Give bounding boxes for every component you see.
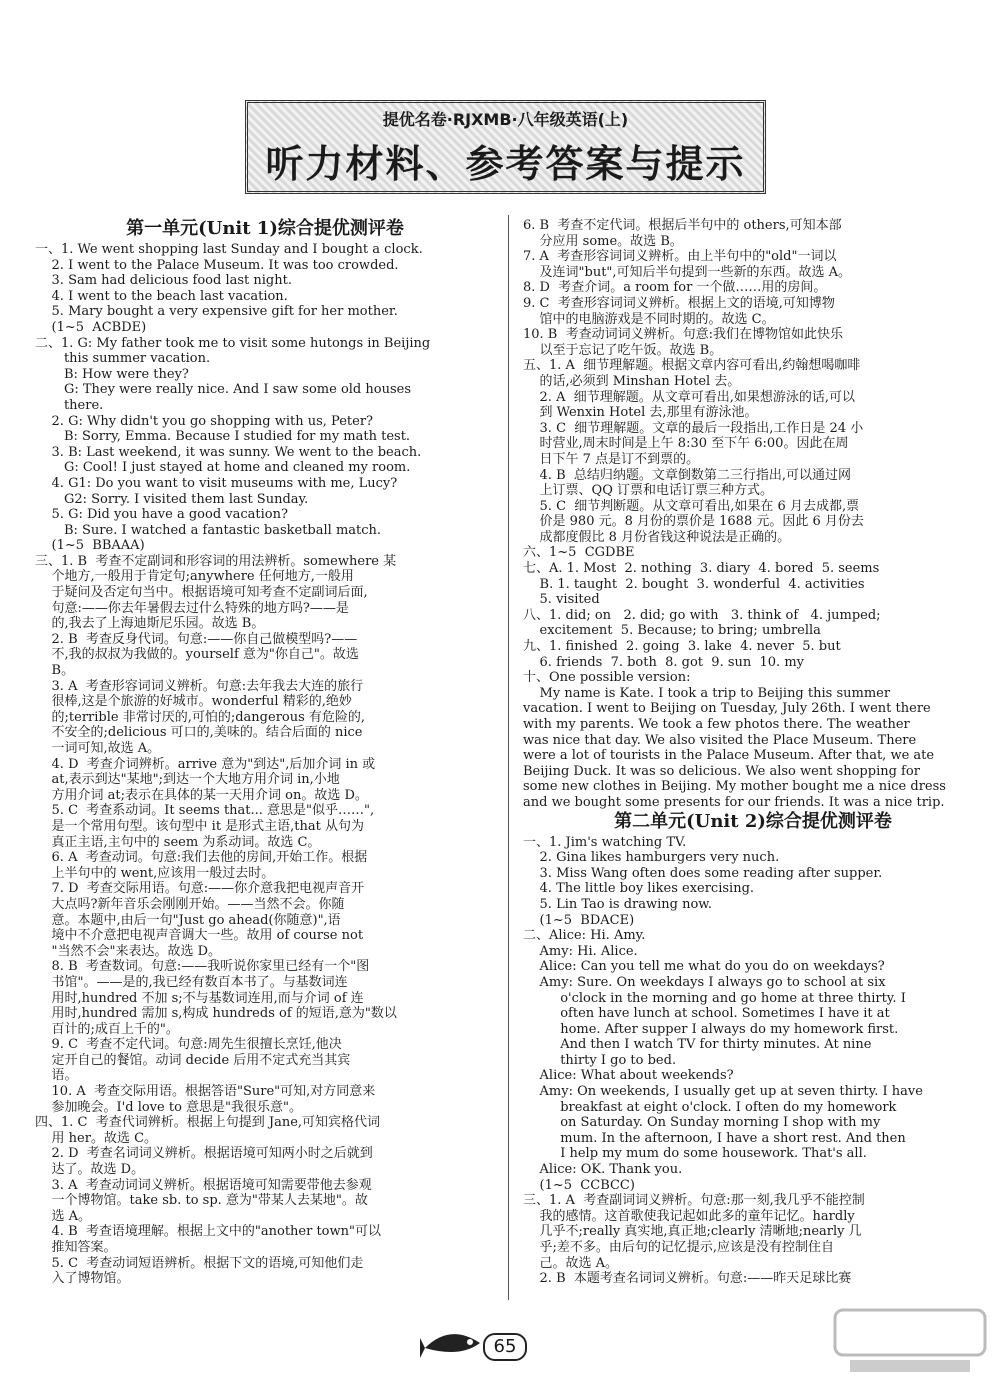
text-line: 2. G: Why didn't you go shopping with us, Peter? — [35, 413, 374, 429]
text-line: G: Cool! I just stayed at home and cleaned my room. — [35, 460, 411, 476]
text-line: on Saturday. On Sunday morning I shop with my — [523, 1115, 881, 1131]
text-line: 8. B 考查数词。句意:——我听说你家里已经有一个"图 — [35, 959, 370, 975]
text-line: 用时,hundred 需加 s,构成 hundreds of 的短语,意为"数以 — [35, 1006, 397, 1022]
text-line: often have lunch at school. Sometimes I have it at — [523, 1006, 890, 1022]
text-line: some new clothes in Beijing. My mother bought me a nice dress — [523, 779, 946, 795]
header-subtitle: 提优名卷·RJXMB·八年级英语(上) — [382, 110, 629, 129]
text-line: 5. C 考查系动词。It seems that... 意思是"似乎……", — [35, 803, 375, 819]
left-column — [35, 218, 495, 1287]
text-line: 分应用 some。故选 B。 — [523, 233, 683, 249]
text-line: 达了。故选 D。 — [35, 1162, 145, 1178]
text-line: 十、One possible version: — [523, 670, 691, 686]
text-line: 6. B 考查不定代词。根据后半句中的 others,可知本部 — [523, 218, 842, 233]
text-line: 成都度假比 8 月份省钱这种说法是正确的。 — [523, 529, 791, 545]
header-title: 听力材料、参考答案与提示 — [265, 142, 746, 186]
text-line: 3. A 考查动词词义辨析。根据语境可知需要带他去参观 — [35, 1177, 372, 1193]
text-line: 句意:——你去年暑假去过什么特殊的地方吗?——是 — [35, 600, 349, 616]
page-number: 65 — [483, 1333, 527, 1361]
text-line: 一、1. We went shopping last Sunday and I bought a clock. — [35, 242, 423, 257]
text-line: 4. B 总结归纳题。文章倒数第二三行指出,可以通过网 — [523, 467, 852, 483]
text-line: (1~5 ACBDE) — [35, 319, 147, 335]
text-line: 乎;差不多。由后句的记忆提示,应该是没有控制住自 — [523, 1240, 835, 1255]
text-line: there. — [35, 397, 104, 413]
text-line: B。 — [35, 663, 75, 679]
text-line: 5. G: Did you have a good vacation? — [35, 507, 288, 523]
text-line: breakfast at eight o'clock. I often do my homework — [523, 1099, 897, 1115]
text-line: 3. Sam had delicious food last night. — [35, 273, 292, 289]
text-line: 是一个常用句型。该句型中 it 是形式主语,that 从句为 — [35, 818, 365, 834]
text-line: 四、1. C 考查代词辨析。根据上句提到 Jane,可知宾格代词 — [35, 1115, 381, 1131]
text-line: 6. friends 7. both 8. got 9. sun 10. my — [523, 654, 804, 670]
text-line: 的,我去了上海迪斯尼乐园。故选 B。 — [35, 616, 265, 632]
text-line: 方用介词 at;表示在具体的某一天用介词 on。故选 D。 — [35, 787, 368, 803]
text-line: And then I watch TV for thirty minutes. At nine — [523, 1037, 872, 1053]
text-line: 的;terrible 非常讨厌的,可怕的;dangerous 有危险的, — [35, 709, 366, 725]
text-line: 2. A 细节理解题。从文章可看出,如果想游泳的话,可以 — [523, 389, 855, 405]
text-line: "当然不会"来表达。故选 D。 — [35, 943, 222, 959]
text-line: 2. Gina likes hamburgers very nuch. — [523, 850, 780, 866]
text-line: 九、1. finished 2. going 3. lake 4. never 5. but — [523, 639, 841, 655]
text-line: Amy: Sure. On weekdays I always go to school at six — [523, 974, 886, 990]
text-line: Amy: On weekends, I usually get up at seven thirty. I have — [523, 1084, 923, 1100]
text-line: o'clock in the morning and go home at three thirty. I — [523, 990, 906, 1006]
text-line: 9. C 考查不定代词。句意:周先生很擅长烹饪,他决 — [35, 1037, 342, 1053]
text-line: 4. The little boy likes exercising. — [523, 881, 755, 897]
text-line: 我的感情。这首歌使我记起如此多的童年记忆。hardly — [523, 1208, 855, 1224]
text-line: 上订票、QQ 订票和电话订票三种方式。 — [523, 483, 773, 499]
text-line: 4. D 考查介词辨析。arrive 意为"到达",后加介词 in 或 — [35, 756, 376, 772]
watermark-logo — [830, 1300, 990, 1380]
text-line: 2. B 本题考查名词词义辨析。句意:——昨天足球比赛 — [523, 1271, 852, 1287]
column-divider — [508, 215, 509, 1300]
text-line: 己。故选 A。 — [523, 1255, 619, 1271]
right-column — [523, 218, 983, 1287]
text-line: 五、1. A 细节理解题。根据文章内容可看出,约翰想喝咖啡 — [523, 358, 861, 374]
text-line: 用时,hundred 不加 s;不与基数词连用,而与介词 of 连 — [35, 990, 364, 1006]
text-line: 定开自己的餐馆。动词 decide 后用不定式充当其宾 — [35, 1052, 351, 1068]
text-line: 3. C 细节理解题。文章的最后一段指出,工作日是 24 小 — [523, 420, 864, 436]
text-line: 七、A. 1. Most 2. nothing 3. diary 4. bored 5. seems — [523, 561, 880, 577]
text-line: 2. D 考查名词词义辨析。根据语境可知两小时之后就到 — [35, 1146, 373, 1162]
text-line: 2. B 考查反身代词。句意:——你自己做模型吗?—— — [35, 631, 358, 647]
text-line: 时营业,周末时间是上午 8:30 至下午 6:00。因此在周 — [523, 436, 849, 452]
text-line: 日下午 7 点是订不到票的。 — [523, 451, 700, 467]
text-line: 8. D 考查介词。a room for 一个做……用的房间。 — [523, 280, 827, 296]
text-line: 个地方,一般用于肯定句;anywhere 任何地方,一般用 — [35, 569, 354, 585]
text-line: 八、1. did; on 2. did; go with 3. think of 4. jumped; — [523, 607, 881, 623]
text-line: B: How were they? — [35, 366, 189, 382]
text-line: this summer vacation. — [35, 351, 211, 367]
text-line: 7. D 考查交际用语。句意:——你介意我把电视声音开 — [35, 881, 365, 897]
text-line: 选 A。 — [35, 1208, 92, 1224]
text-line: 三、1. B 考查不定副词和形容词的用法辨析。somewhere 某 — [35, 553, 397, 569]
text-line: 百计的;成百上千的"。 — [35, 1021, 179, 1037]
text-line: 5. Lin Tao is drawing now. — [523, 896, 713, 912]
text-line: 10. B 考查动词词义辨析。句意:我们在博物馆如此快乐 — [523, 327, 844, 343]
text-line: 大点吗?新年音乐会刚刚开始。——当然不会。你随 — [35, 896, 345, 912]
text-line: Alice: Can you tell me what do you do on weekdays? — [523, 959, 885, 975]
text-line: 推知答案。 — [35, 1240, 117, 1255]
text-line: Amy: Hi. Alice. — [523, 943, 638, 959]
text-line: 7. A 考查形容词词义辨析。由上半句中的"old"一词以 — [523, 249, 837, 265]
text-line: 一、1. Jim's watching TV. — [523, 834, 687, 850]
text-line: (1~5 CCBCC) — [523, 1177, 635, 1193]
text-line: and we bought some presents for our friends. It was a nice trip. — [523, 794, 945, 810]
text-line: 很棒,这是个旅游的好城市。wonderful 精彩的,绝妙 — [35, 694, 352, 710]
text-line: 4. B 考查语境理解。根据上文中的"another town"可以 — [35, 1224, 381, 1240]
text-line: 以至于忘记了吃午饭。故选 B。 — [523, 342, 723, 358]
text-line: 一词可知,故选 A。 — [35, 741, 161, 756]
text-line: Alice: What about weekends? — [523, 1068, 734, 1084]
text-line: (1~5 BDACE) — [523, 912, 635, 928]
text-line: 6. A 考查动词。句意:我们去他的房间,开始工作。根据 — [35, 850, 368, 866]
text-line: 几乎不;really 真实地,真正地;clearly 清晰地;nearly 几 — [523, 1224, 862, 1240]
text-line: 4. I went to the beach last vacation. — [35, 288, 288, 304]
text-line: mum. In the afternoon, I have a short rest. And then — [523, 1130, 906, 1146]
text-line: 语。 — [35, 1068, 78, 1084]
text-line: 3. A 考查形容词词义辨析。句意:去年我去大连的旅行 — [35, 678, 364, 694]
text-line: with my parents. We took a few photos there. The weather — [523, 717, 910, 732]
text-line: 不安全的;delicious 可口的,美味的。结合后面的 nice — [35, 725, 363, 741]
text-line: 二、Alice: Hi. Amy. — [523, 928, 646, 944]
text-line: 10. A 考查交际用语。根据答语"Sure"可知,对方同意来 — [35, 1084, 376, 1100]
text-line: B: Sorry, Emma. Because I studied for my math test. — [35, 429, 411, 445]
text-line: 5. Mary bought a very expensive gift for her mother. — [35, 304, 398, 320]
text-line: 参加晚会。I'd love to 意思是"我很乐意"。 — [35, 1099, 302, 1115]
text-line: 六、1~5 CGDBE — [523, 545, 635, 561]
text-line: 价是 980 元。8 月份的票价是 1688 元。因此 6 月份去 — [523, 514, 864, 530]
text-line: (1~5 BBAAA) — [35, 538, 145, 554]
text-line: 一个博物馆。take sb. to sp. 意为"带某人去某地"。故 — [35, 1193, 368, 1209]
text-line: B. 1. taught 2. bought 3. wonderful 4. activities — [523, 576, 865, 592]
text-line: 馆中的电脑游戏是不同时期的。故选 C。 — [523, 311, 775, 327]
text-line: G: They were really nice. And I saw some old houses — [35, 382, 411, 398]
text-line: 境中不介意把电视声音调大一些。故用 of course not — [35, 928, 364, 944]
text-line: thirty I go to bed. — [523, 1052, 677, 1068]
text-line: 5. visited — [523, 592, 600, 608]
text-line: B: Sure. I watched a fantastic basketball match. — [35, 522, 382, 538]
text-line: 2. I went to the Palace Museum. It was too crowded. — [35, 257, 399, 273]
text-line: vacation. I went to Beijing on Tuesday, July 26th. I went there — [523, 701, 931, 717]
text-line: 及连词"but",可知后半句提到一些新的东西。故选 A。 — [523, 264, 852, 280]
text-line: 9. C 考查形容词词义辨析。根据上文的语境,可知博物 — [523, 295, 835, 311]
section-title: 第一单元(Unit 1)综合提优测评卷 — [126, 218, 404, 239]
text-line: was nice that day. We also visited the Place Museum. There — [523, 732, 917, 748]
text-line: Beijing Duck. It was so delicious. We also went shopping for — [523, 763, 920, 779]
text-line: 3. Miss Wang often does some reading after supper. — [523, 865, 883, 881]
text-line: 用 her。故选 C。 — [35, 1130, 158, 1146]
text-line: 意。本题中,由后一句"Just go ahead(你随意)",语 — [35, 912, 341, 928]
text-line: were a lot of tourists in the Palace Museum. After that, we ate — [523, 748, 935, 764]
text-line: 书馆"。——是的,我已经有数百本书了。与基数词连 — [35, 974, 348, 990]
text-line: 5. C 考查动词短语辨析。根据下文的语境,可知他们走 — [35, 1255, 364, 1271]
page-header — [245, 100, 766, 194]
text-line: 的话,必须到 Minshan Hotel 去。 — [523, 373, 741, 389]
text-line: Alice: OK. Thank you. — [523, 1162, 683, 1178]
text-line: 5. C 细节判断题。从文章可看出,如果在 6 月去成都,票 — [523, 498, 860, 514]
text-line: at,表示到达"某地";到达一个大地方用介词 in,小地 — [35, 772, 340, 788]
text-line: 不,我的叔叔为我做的。yourself 意为"你自己"。故选 — [35, 647, 359, 663]
text-line: 真正主语,主句中的 seem 为系动词。故选 C。 — [35, 834, 321, 850]
section-title: 第二单元(Unit 2)综合提优测评卷 — [614, 810, 892, 832]
text-line: 上半句中的 went,应该用一般过去时。 — [35, 865, 275, 881]
text-line: G2: Sorry. I visited them last Sunday. — [35, 491, 309, 507]
text-line: home. After supper I always do my homework first. — [523, 1021, 899, 1037]
text-line: excitement 5. Because; to bring; umbrella — [523, 623, 821, 639]
text-line: My name is Kate. I took a trip to Beijing this summer — [523, 685, 891, 701]
text-line: 二、1. G: My father took me to visit some hutongs in Beijing — [35, 335, 431, 351]
text-line: 入了博物馆。 — [35, 1271, 130, 1287]
text-line: I help my mum do some housework. That's all. — [523, 1146, 867, 1162]
text-line: 三、1. A 考查副词词义辨析。句意:那一刻,我几乎不能控制 — [523, 1193, 865, 1209]
text-line: 到 Wenxin Hotel 去,那里有游泳池。 — [523, 405, 758, 421]
text-line: 4. G1: Do you want to visit museums with me, Lucy? — [35, 475, 398, 491]
text-line: 3. B: Last weekend, it was sunny. We went to the beach. — [35, 444, 422, 460]
text-line: 于疑问及否定句当中。根据语境可知考查不定副词后面, — [35, 585, 368, 601]
